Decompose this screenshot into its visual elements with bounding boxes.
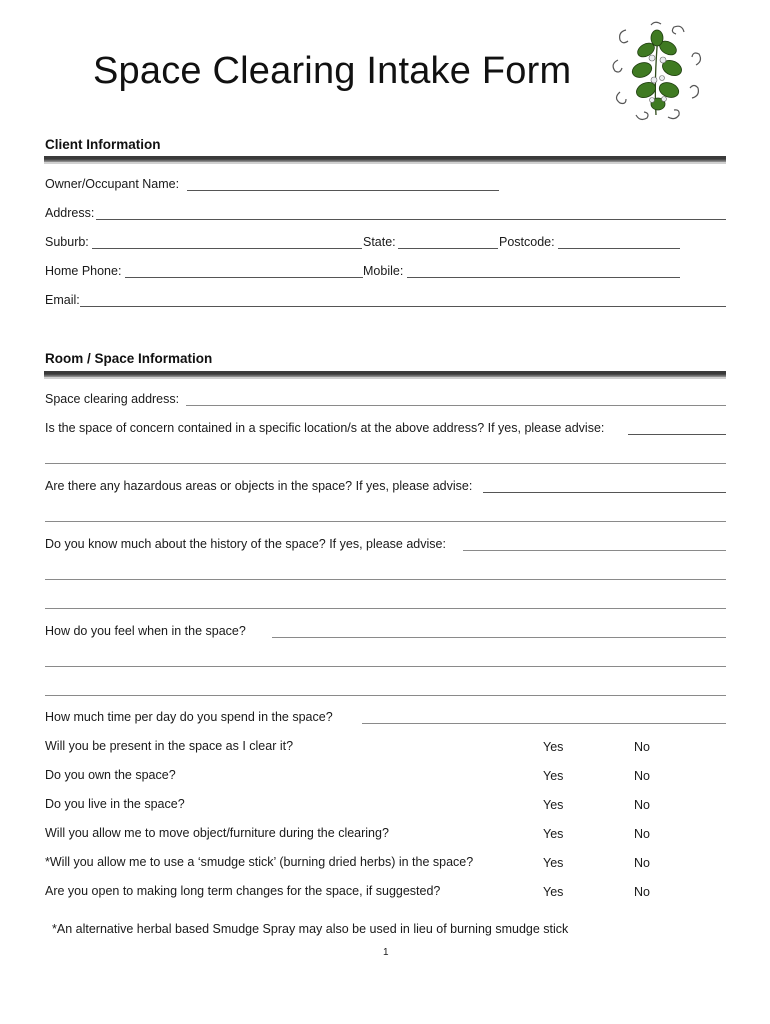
postcode-label: Postcode: (499, 235, 555, 249)
address-field[interactable] (96, 202, 726, 220)
yes-no-question: Do you live in the space? (45, 797, 185, 811)
yes-option[interactable]: Yes (543, 798, 564, 812)
feel-question: How do you feel when in the space? (45, 624, 246, 638)
history-question: Do you know much about the history of the space? If yes, please advise: (45, 537, 446, 551)
location-answer-field[interactable] (628, 417, 726, 435)
yes-option[interactable]: Yes (543, 769, 564, 783)
section-divider (44, 371, 726, 377)
yes-no-question: Will you be present in the space as I clear it? (45, 739, 294, 753)
footnote: *An alternative herbal based Smudge Spray may also be used in lieu of burning smudge stick (52, 922, 569, 936)
feel-answer-line-3[interactable] (45, 678, 726, 696)
hazard-question: Are there any hazardous areas or objects in the space? If yes, please advise: (45, 479, 473, 493)
email-field[interactable] (80, 289, 726, 307)
no-option[interactable]: No (634, 740, 650, 754)
location-question: Is the space of concern contained in a specific location/s at the above address? If yes, please advise: (45, 421, 605, 435)
hazard-answer-field[interactable] (483, 475, 726, 493)
history-answer-line-3[interactable] (45, 591, 726, 609)
feel-answer-field[interactable] (272, 620, 726, 638)
yes-option[interactable]: Yes (543, 885, 564, 899)
space-address-label: Space clearing address: (45, 392, 180, 406)
suburb-field[interactable] (92, 231, 362, 249)
yes-no-question: Do you own the space? (45, 768, 176, 782)
time-answer-field[interactable] (362, 706, 726, 724)
form-title: Space Clearing Intake Form (93, 50, 572, 92)
home-phone-field[interactable] (125, 260, 363, 278)
suburb-label: Suburb: (45, 235, 89, 249)
section-divider (44, 156, 726, 162)
space-address-field[interactable] (186, 388, 726, 406)
yes-no-question: Are you open to making long term changes for the space, if suggested? (45, 884, 441, 898)
herb-sprig-swirl-icon (606, 20, 706, 125)
email-label: Email: (45, 293, 80, 307)
feel-answer-line-2[interactable] (45, 649, 726, 667)
owner-name-field[interactable] (187, 173, 499, 191)
client-info-heading: Client Information (45, 137, 161, 152)
yes-no-question: Will you allow me to move object/furniture during the clearing? (45, 826, 389, 840)
history-answer-line-2[interactable] (45, 562, 726, 580)
room-info-heading: Room / Space Information (45, 351, 213, 366)
history-answer-field[interactable] (463, 533, 726, 551)
no-option[interactable]: No (634, 769, 650, 783)
page-number: 1 (383, 947, 389, 958)
address-label: Address: (45, 206, 95, 220)
mobile-label: Mobile: (363, 264, 404, 278)
hazard-answer-line-2[interactable] (45, 504, 726, 522)
no-option[interactable]: No (634, 798, 650, 812)
location-answer-line-2[interactable] (45, 446, 726, 464)
no-option[interactable]: No (634, 827, 650, 841)
time-question: How much time per day do you spend in the space? (45, 710, 333, 724)
mobile-field[interactable] (407, 260, 680, 278)
yes-option[interactable]: Yes (543, 856, 564, 870)
yes-option[interactable]: Yes (543, 827, 564, 841)
home-phone-label: Home Phone: (45, 264, 122, 278)
yes-option[interactable]: Yes (543, 740, 564, 754)
no-option[interactable]: No (634, 885, 650, 899)
state-label: State: (363, 235, 396, 249)
no-option[interactable]: No (634, 856, 650, 870)
yes-no-question: *Will you allow me to use a ‘smudge stick’ (burning dried herbs) in the space? (45, 855, 474, 869)
state-field[interactable] (398, 231, 498, 249)
postcode-field[interactable] (558, 231, 680, 249)
owner-name-label: Owner/Occupant Name: (45, 177, 180, 191)
